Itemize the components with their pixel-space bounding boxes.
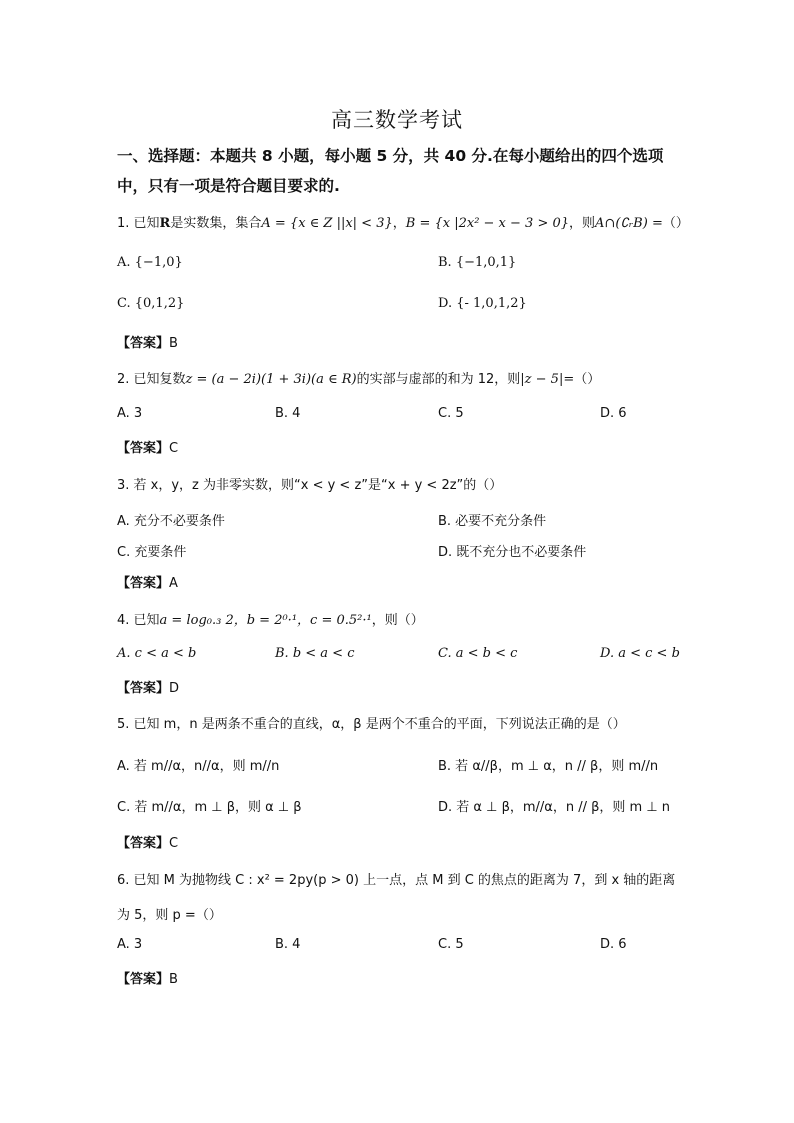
answer-value: A [169,576,178,591]
q2-option-b: B. 4 [275,406,301,421]
q1-r: R [159,216,171,231]
q1-pre: 1. 已知 [117,216,160,231]
question-6-stem-line2: 为 5，则 p =（） [117,908,222,923]
answer-value: C [169,836,179,851]
q2-end: （） [574,372,601,387]
q2-answer [117,437,178,456]
q4-pre: 4. 已知 [117,613,160,628]
answer-label: 【答案】 [117,972,170,987]
q5-option-b: B. 若 α//β，m ⊥ α，n // β，则 m//n [438,759,659,774]
q4-option-a: A. c < a < b [117,646,197,661]
answer-value: C [169,441,179,456]
q2-option-a: A. 3 [117,406,143,421]
q5-option-a: A. 若 m//α，n//α，则 m//n [117,759,280,774]
q1-option-d: D. {- 1,0,1,2} [438,296,527,311]
q3-option-d: D. 既不充分也不必要条件 [438,545,587,560]
answer-label: 【答案】 [117,681,170,696]
q5-answer [117,832,178,851]
q2-option-d: D. 6 [600,406,627,421]
q4-option-d: D. a < c < b [600,646,680,661]
q6-option-b: B. 4 [275,937,301,952]
q1-option-c: C. {0,1,2} [117,296,185,311]
q1-sep: ， [392,216,406,231]
q2-option-c: C. 5 [438,406,464,421]
q2-pre: 2. 已知复数 [117,372,186,387]
q1-option-b: B. {−1,0,1} [438,255,517,270]
q1-post: ，则 [569,216,596,231]
q3-option-c: C. 充要条件 [117,545,187,560]
answer-value: B [169,972,178,987]
q2-mid: 的实部与虚部的和为 12，则 [356,372,521,387]
q1-option-a: A. {−1,0} [117,255,183,270]
q6-option-c: C. 5 [438,937,464,952]
q1-set-b: B = {x |2x² − x − 3 > 0} [405,216,570,231]
question-5-stem: 5. 已知 m，n 是两条不重合的直线，α，β 是两个不重合的平面，下列说法正确的是（） [117,717,626,732]
q2-expr2: |z − 5|= [520,372,575,387]
question-1-stem [117,212,689,231]
answer-label: 【答案】 [117,336,170,351]
q6-option-d: D. 6 [600,937,627,952]
page-title: 高三数学考试 [331,108,463,132]
q3-answer [117,572,178,591]
q3-option-a: A. 充分不必要条件 [117,514,225,529]
q1-set-a: A = {x ∈ Z ||x| < 3} [261,216,393,231]
q4-answer [117,677,179,696]
q1-end: （） [662,216,689,231]
question-3-stem: 3. 若 x，y，z 为非零实数，则“x < y < z”是“x + y < 2z”的（） [117,478,503,493]
answer-value: D [169,681,180,696]
q6-answer [117,968,178,987]
section-heading: 一、选择题：本题共 8 小题，每小题 5 分，共 40 分.在每小题给出的四个选项中，只有一项是符合题目要求的. [117,147,664,195]
q4-option-c: C. a < b < c [438,646,518,661]
q3-option-b: B. 必要不充分条件 [438,514,547,529]
q1-expr: A∩(∁ᵣB) = [595,216,663,231]
question-6-stem-line1: 6. 已知 M 为抛物线 C : x² = 2py(p > 0) 上一点，点 M 到 C 的焦点的距离为 7，到 x 轴的距离 [117,873,676,888]
q4-expr: a = log₀.₃ 2，b = 2⁰·¹，c = 0.5²·¹ [159,613,372,628]
q2-expr: z = (a − 2i)(1 + 3i)(a ∈ R) [185,372,357,387]
answer-label: 【答案】 [117,836,170,851]
question-2-stem [117,368,600,387]
answer-label: 【答案】 [117,576,170,591]
q1-mid: 是实数集，集合 [170,216,262,231]
q4-end: ，则（） [371,613,424,628]
q1-answer [117,332,178,351]
q5-option-d: D. 若 α ⊥ β，m//α，n // β，则 m ⊥ n [438,800,671,815]
answer-value: B [169,336,178,351]
q6-option-a: A. 3 [117,937,143,952]
answer-label: 【答案】 [117,441,170,456]
question-4-stem [117,609,424,628]
q5-option-c: C. 若 m//α，m ⊥ β，则 α ⊥ β [117,800,302,815]
q4-option-b: B. b < a < c [275,646,355,661]
